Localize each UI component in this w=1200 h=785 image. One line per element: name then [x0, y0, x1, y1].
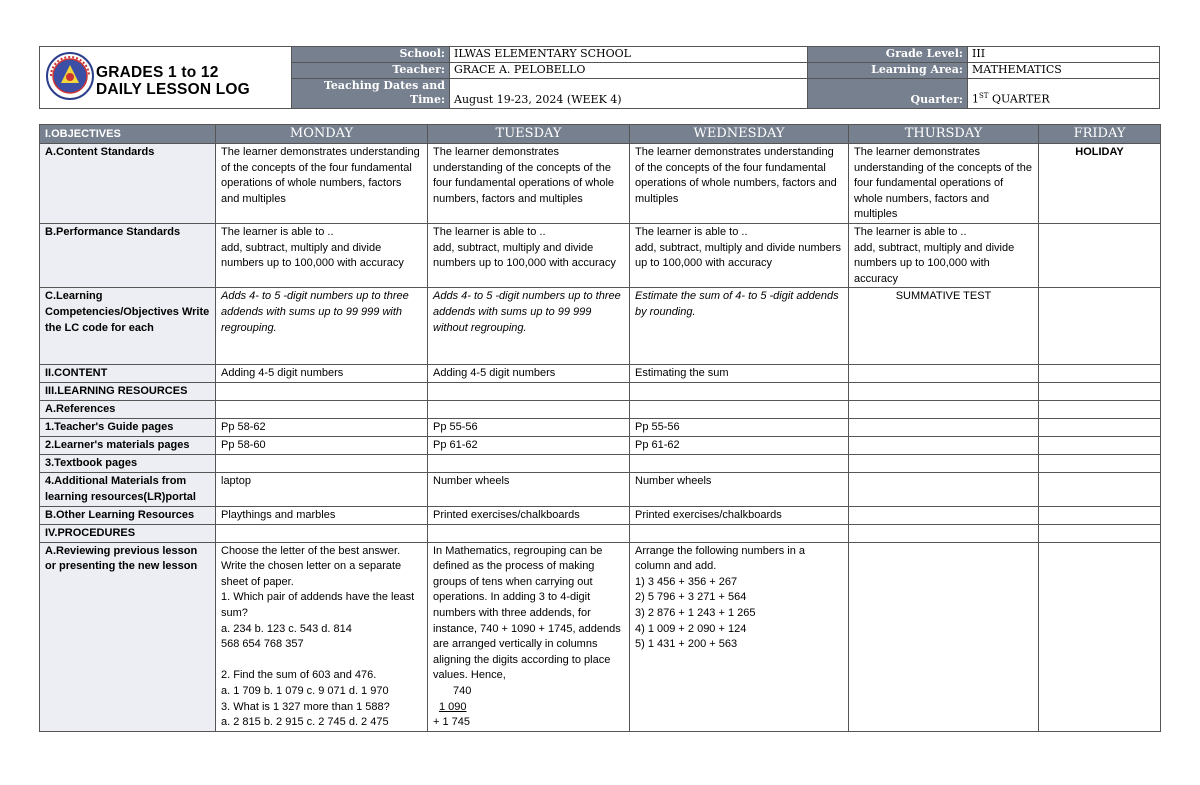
- day-thursday: THURSDAY: [849, 125, 1039, 144]
- cell-tuesday: The learner demonstrates understanding of the concepts of the four fundamental operations of whole numbers, factors and multiples: [428, 144, 630, 224]
- competency-text: Adds 4- to 5 -digit numbers up to three addends with sums up to 99 999 with regrouping.: [221, 290, 409, 334]
- mon-line: a. 234 b. 123 c. 543 d. 814: [221, 622, 352, 635]
- additional-materials-row: [40, 473, 1161, 506]
- row-label: 2.Learner's materials pages: [40, 437, 216, 455]
- mon-line: Choose the letter of the best answer.: [221, 544, 401, 557]
- cell-thursday: [849, 365, 1039, 383]
- header-title: [96, 64, 250, 98]
- row-label: A.References: [40, 401, 216, 419]
- perf-intro: The learner is able to ..: [433, 226, 546, 238]
- teaching-dates-label-2: Time:: [409, 93, 445, 106]
- cell-monday: Adding 4-5 digit numbers: [216, 365, 428, 383]
- cell-friday-holiday: HOLIDAY: [1039, 144, 1161, 224]
- cell-monday: Pp 58-60: [216, 437, 428, 455]
- row-label: B.Performance Standards: [40, 224, 216, 288]
- cell-monday: [216, 542, 428, 731]
- learning-area-label: Learning Area:: [808, 63, 968, 79]
- row-label: A.Content Standards: [40, 144, 216, 224]
- reviewing-row: [40, 542, 1161, 731]
- perf-intro: The learner is able to ..: [221, 226, 334, 238]
- lesson-log-header: [39, 46, 1160, 109]
- cell-monday: Playthings and marbles: [216, 506, 428, 524]
- mon-line: a. 1 709 b. 1 079 c. 9 071 d. 1 970: [221, 684, 389, 697]
- content-standards-row: [40, 144, 1161, 224]
- quarter-label-text: Quarter:: [910, 93, 963, 106]
- cell-wednesday: Printed exercises/chalkboards: [630, 506, 849, 524]
- teacher-label: Teacher:: [292, 63, 450, 79]
- quarter-label: [808, 79, 968, 108]
- teaching-dates-label: [292, 79, 450, 108]
- row-label: B.Other Learning Resources: [40, 506, 216, 524]
- cell-thursday: [849, 542, 1039, 731]
- cell-monday: [216, 224, 428, 288]
- header-title-block: [40, 47, 292, 108]
- row-label: C.Learning Competencies/Objectives Write the LC code for each: [40, 288, 216, 365]
- mon-line: 3. What is 1 327 more than 1 588?: [221, 700, 390, 713]
- wed-line: 2) 5 796 + 3 271 + 564: [635, 591, 747, 604]
- cell-tuesday: Pp 55-56: [428, 419, 630, 437]
- row-label: III.LEARNING RESOURCES: [40, 383, 216, 401]
- day-friday: FRIDAY: [1039, 125, 1161, 144]
- competencies-row: [40, 288, 1161, 365]
- perf-intro: The learner is able to ..: [635, 226, 748, 238]
- mon-line-blank: [221, 653, 422, 669]
- tue-addend-2: 1 090: [439, 700, 467, 713]
- cell-wednesday: The learner demonstrates understanding of the concepts of the four fundamental operations of whole numbers, factors and multiples: [630, 144, 849, 224]
- row-label: 1.Teacher's Guide pages: [40, 419, 216, 437]
- row-label: IV.PROCEDURES: [40, 524, 216, 542]
- mon-line: 568 654 768 357: [221, 638, 304, 651]
- wed-line: Arrange the following numbers in a column and add.: [635, 544, 805, 573]
- cell-tuesday: [428, 288, 630, 365]
- perf-text: add, subtract, multiply and divide numbers up to 100,000 with accuracy: [854, 241, 1015, 285]
- perf-text: add, subtract, multiply and divide numbers up to 100,000 with accuracy: [433, 241, 616, 270]
- day-header-row: [40, 125, 1161, 144]
- learning-resources-row: [40, 383, 1161, 401]
- perf-intro: The learner is able to ..: [854, 226, 967, 238]
- cell-wednesday: Pp 55-56: [630, 419, 849, 437]
- school-value: ILWAS ELEMENTARY SCHOOL: [450, 47, 808, 63]
- row-label: II.CONTENT: [40, 365, 216, 383]
- day-wednesday: WEDNESDAY: [630, 125, 849, 144]
- cell-wednesday: [630, 224, 849, 288]
- objectives-heading: I.OBJECTIVES: [40, 125, 216, 144]
- cell-tuesday: Pp 61-62: [428, 437, 630, 455]
- perf-text: add, subtract, multiply and divide numbers up to 100,000 with accuracy: [221, 241, 404, 270]
- teaching-dates-label-1: Teaching Dates and: [323, 79, 445, 92]
- perf-text: add, subtract, multiply and divide numbers up to 100,000 with accuracy: [635, 241, 842, 270]
- header-fields: [292, 47, 1159, 108]
- deped-seal-icon: [45, 51, 95, 101]
- competency-text: Adds 4- to 5 -digit numbers up to three addends with sums up to 99 999 without regrouping.: [433, 290, 621, 334]
- day-tuesday: TUESDAY: [428, 125, 630, 144]
- cell-thursday: [849, 224, 1039, 288]
- row-label: 4.Additional Materials from learning resources(LR)portal: [40, 473, 216, 506]
- cell-thursday-summative: SUMMATIVE TEST: [849, 288, 1039, 365]
- textbook-row: [40, 455, 1161, 473]
- school-label: School:: [292, 47, 450, 63]
- cell-friday: [1039, 365, 1161, 383]
- teachers-guide-row: [40, 419, 1161, 437]
- cell-wednesday: Estimating the sum: [630, 365, 849, 383]
- mon-line: Write the chosen letter on a separate sheet of paper.: [221, 560, 402, 588]
- lesson-log-table: [39, 124, 1161, 732]
- performance-standards-row: [40, 224, 1161, 288]
- other-resources-row: [40, 506, 1161, 524]
- quarter-number: 1: [972, 93, 979, 106]
- cell-monday: Pp 58-62: [216, 419, 428, 437]
- cell-tuesday: [428, 542, 630, 731]
- wed-line: 3) 2 876 + 1 243 + 1 265: [635, 606, 756, 619]
- tue-addend-3: + 1 745: [433, 716, 471, 729]
- cell-wednesday: Estimate the sum of 4- to 5 -digit addends by rounding.: [630, 288, 849, 365]
- cell-tuesday: Number wheels: [428, 473, 630, 506]
- cell-friday: [1039, 224, 1161, 288]
- procedures-row: [40, 524, 1161, 542]
- quarter-rest: QUARTER: [988, 93, 1050, 106]
- content-row: [40, 365, 1161, 383]
- cell-friday: [1039, 542, 1161, 731]
- day-monday: MONDAY: [216, 125, 428, 144]
- mon-line: 2. Find the sum of 603 and 476.: [221, 669, 377, 682]
- title-line-1: GRADES 1 to 12: [96, 64, 219, 81]
- cell-thursday: The learner demonstrates understanding of the concepts of the four fundamental operations of whole numbers, factors and multiples: [849, 144, 1039, 224]
- teaching-dates-value: August 19-23, 2024 (WEEK 4): [450, 79, 808, 108]
- tue-text: In Mathematics, regrouping can be defined as the process of making groups of tens when carrying out operations. In adding 3 to 4-digit numbers with three addends, for instance, 740 + 1090 + 1745, addends are arranged vertically in columns aligning the digits according to place values. Hence,: [433, 544, 621, 682]
- grade-level-value: III: [968, 47, 1159, 63]
- title-line-2: DAILY LESSON LOG: [96, 81, 250, 98]
- cell-monday: [216, 288, 428, 365]
- references-row: [40, 401, 1161, 419]
- cell-friday: [1039, 288, 1161, 365]
- cell-tuesday: Printed exercises/chalkboards: [428, 506, 630, 524]
- wed-line: 5) 1 431 + 200 + 563: [635, 638, 738, 651]
- cell-wednesday: Pp 61-62: [630, 437, 849, 455]
- learners-materials-row: [40, 437, 1161, 455]
- cell-wednesday: Number wheels: [630, 473, 849, 506]
- wed-line: 4) 1 009 + 2 090 + 124: [635, 622, 747, 635]
- wed-line: 1) 3 456 + 356 + 267: [635, 575, 738, 588]
- cell-monday: laptop: [216, 473, 428, 506]
- mon-line: a. 2 815 b. 2 915 c. 2 745 d. 2 475: [221, 716, 389, 729]
- cell-tuesday: Adding 4-5 digit numbers: [428, 365, 630, 383]
- quarter-value: [968, 79, 1159, 108]
- row-label: A.Reviewing previous lesson or presenting the new lesson: [40, 542, 216, 731]
- tue-addend-1: 740: [453, 684, 472, 697]
- quarter-sup: ST: [979, 92, 989, 101]
- cell-monday: The learner demonstrates understanding of the concepts of the four fundamental operations of whole numbers, factors and multiples: [216, 144, 428, 224]
- cell-wednesday: [630, 542, 849, 731]
- grade-level-label: Grade Level:: [808, 47, 968, 63]
- mon-line: 1. Which pair of addends have the least sum?: [221, 591, 415, 619]
- learning-area-value: MATHEMATICS: [968, 63, 1159, 79]
- cell-tuesday: [428, 224, 630, 288]
- row-label: 3.Textbook pages: [40, 455, 216, 473]
- teacher-value: GRACE A. PELOBELLO: [450, 63, 808, 79]
